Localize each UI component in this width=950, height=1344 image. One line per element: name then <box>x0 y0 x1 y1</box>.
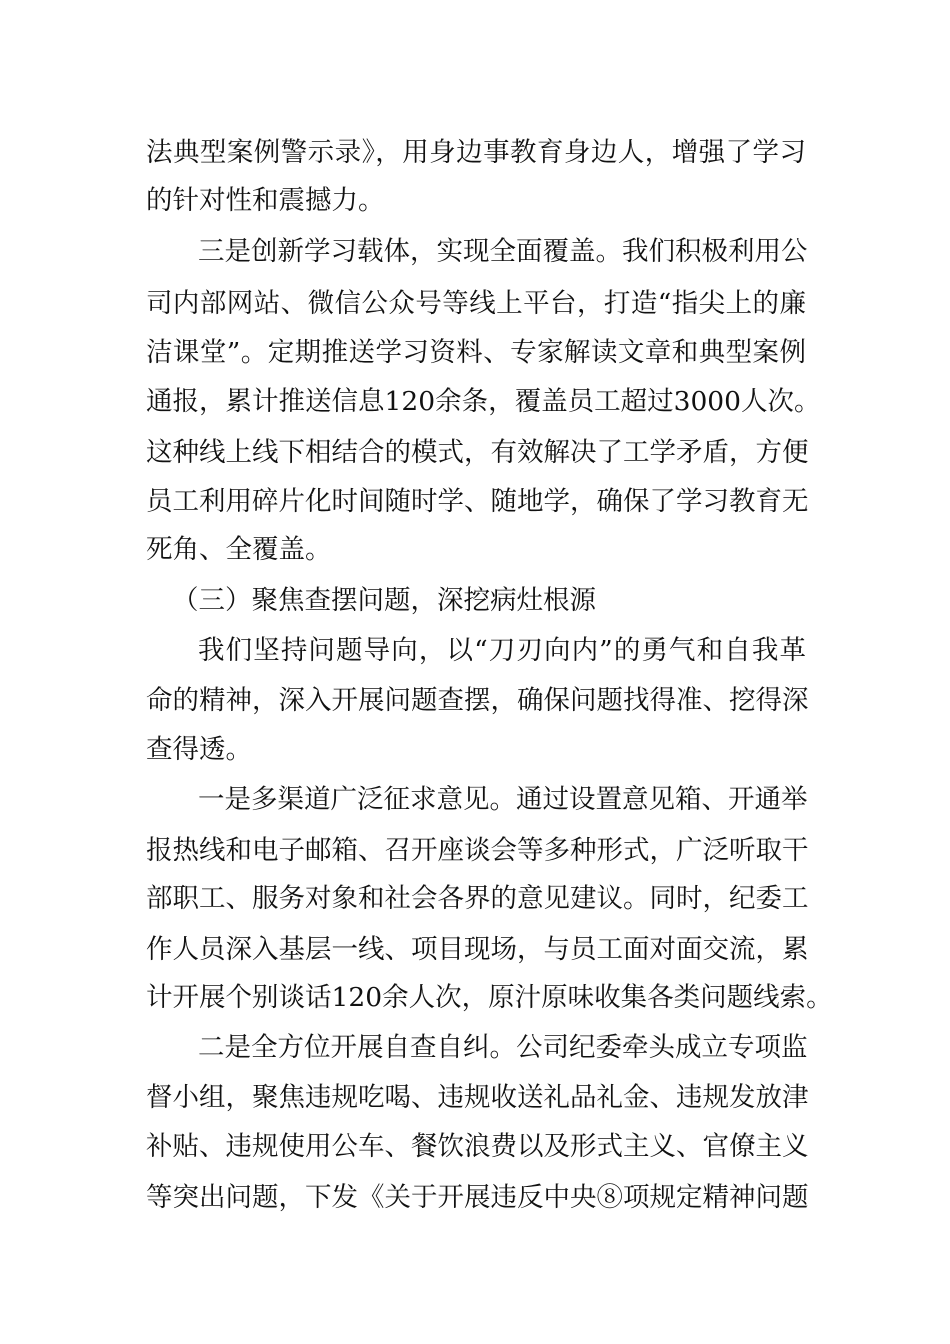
text-line: 部职工、服务对象和社会各界的意见建议。同时，纪委工 <box>146 883 809 914</box>
text-line: 等突出问题，下发《关于开展违反中央⑧项规定精神问题 <box>146 1182 809 1213</box>
text-line: 司内部网站、微信公众号等线上平台，打造“指尖上的廉 <box>146 288 806 319</box>
text-line: 法典型案例警示录》，用身边事教育身边人，增强了学习 <box>146 137 806 168</box>
text-line: 计开展个别谈话120余人次，原汁原味收集各类问题线索。 <box>146 982 833 1013</box>
text-line: 作人员深入基层一线、项目现场，与员工面对面交流，累 <box>146 934 809 965</box>
text-line: 员工利用碎片化时间随时学、随地学，确保了学习教育无 <box>146 486 809 517</box>
text-line: 死角、全覆盖。 <box>146 534 332 565</box>
section-heading: （三）聚焦查摆问题，深挖病灶根源 <box>172 585 596 616</box>
paragraph-first-line: 三是创新学习载体，实现全面覆盖。我们积极利用公 <box>198 236 808 267</box>
paragraph-first-line: 一是多渠道广泛征求意见。通过设置意见箱、开通举 <box>198 784 808 815</box>
text-line: 通报，累计推送信息120余条，覆盖员工超过3000人次。 <box>146 386 821 417</box>
text-line: 查得透。 <box>146 734 252 765</box>
text-line: 洁课堂”。定期推送学习资料、专家解读文章和典型案例 <box>146 337 806 368</box>
text-line: 报热线和电子邮箱、召开座谈会等多种形式，广泛听取干 <box>146 835 809 866</box>
text-line: 的针对性和震撼力。 <box>146 185 385 216</box>
text-line: 补贴、违规使用公车、餐饮浪费以及形式主义、官僚主义 <box>146 1131 809 1162</box>
text-line: 这种线上线下相结合的模式，有效解决了工学矛盾，方便 <box>146 437 809 468</box>
text-line: 督小组，聚焦违规吃喝、违规收送礼品礼金、违规发放津 <box>146 1082 809 1113</box>
paragraph-first-line: 二是全方位开展自查自纠。公司纪委牵头成立专项监 <box>198 1032 808 1063</box>
text-line: 命的精神，深入开展问题查摆，确保问题找得准、挖得深 <box>146 685 809 716</box>
paragraph-first-line: 我们坚持问题导向，以“刀刃向内”的勇气和自我革 <box>198 635 806 666</box>
